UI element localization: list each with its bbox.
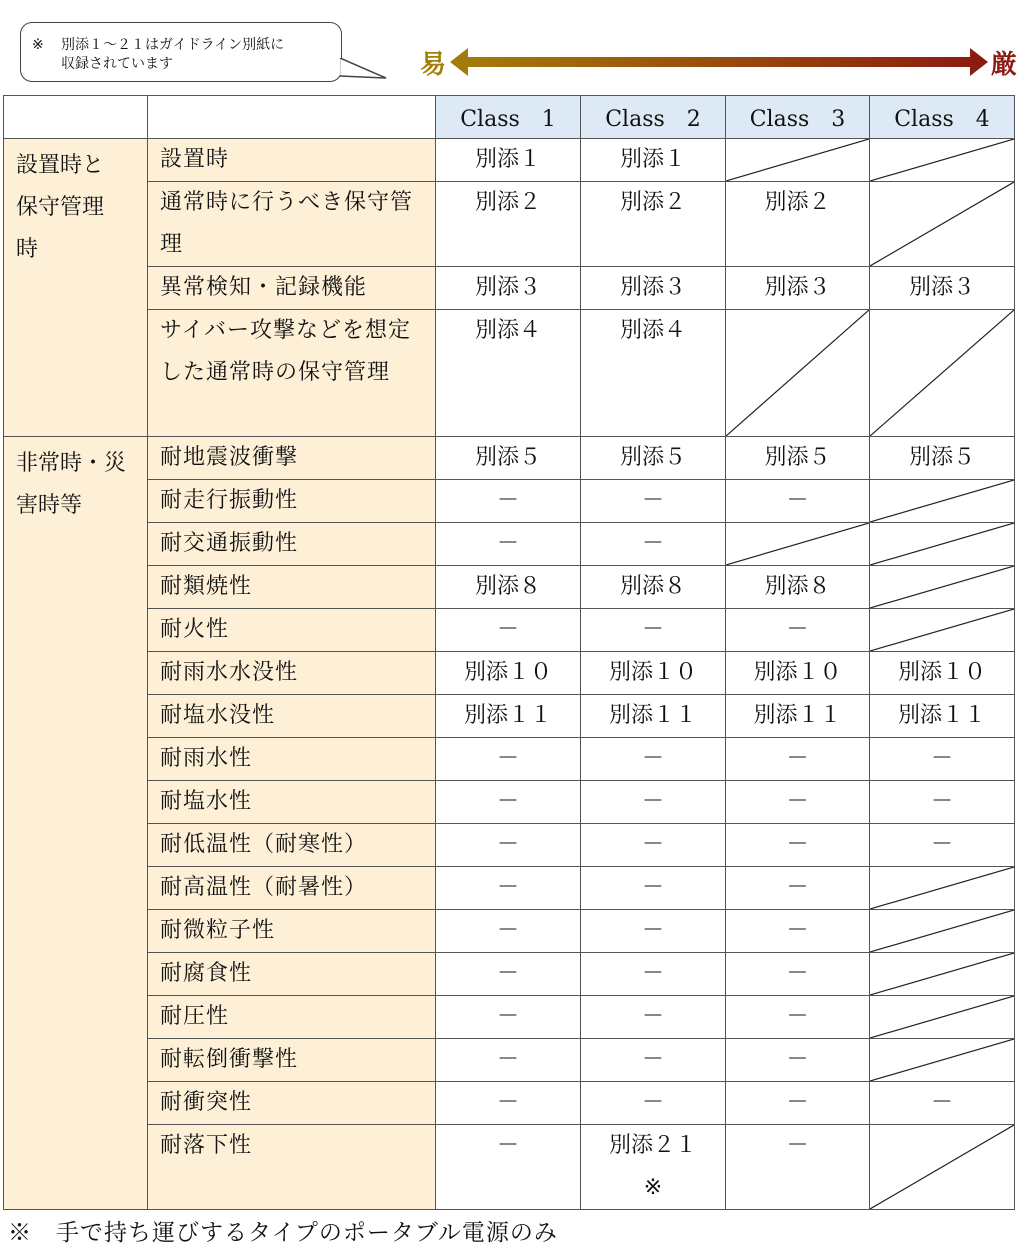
cell-value: － bbox=[496, 832, 519, 857]
value-cell bbox=[581, 182, 726, 267]
item-cell: 耐地震波衝撃 bbox=[148, 437, 436, 480]
cell-value: － bbox=[496, 488, 519, 513]
value-cell bbox=[726, 267, 870, 310]
cell-value: － bbox=[496, 875, 519, 900]
value-cell bbox=[726, 695, 870, 738]
diagonal-slash bbox=[870, 609, 1014, 651]
cell-value: － bbox=[786, 1047, 809, 1072]
not-applicable-cell bbox=[726, 310, 870, 437]
difficulty-arrow bbox=[450, 42, 990, 82]
cell-value: 別添１ bbox=[474, 147, 541, 172]
value-cell bbox=[726, 953, 870, 996]
diagonal-slash bbox=[870, 310, 1014, 436]
arrow-easy-label: 易 bbox=[420, 50, 447, 80]
cell-value: － bbox=[496, 918, 519, 943]
cell-value: － bbox=[786, 746, 809, 771]
cell-value: 別添８ bbox=[474, 574, 541, 599]
not-applicable-cell bbox=[870, 953, 1015, 996]
header-blank bbox=[4, 96, 148, 139]
value-cell bbox=[436, 310, 581, 437]
value-cell bbox=[581, 437, 726, 480]
item-cell: 耐高温性（耐暑性） bbox=[148, 867, 436, 910]
value-cell bbox=[726, 609, 870, 652]
cell-value: － bbox=[641, 617, 664, 642]
cell-value: 別添１０ bbox=[897, 660, 986, 685]
value-cell bbox=[436, 267, 581, 310]
value-cell bbox=[436, 867, 581, 910]
value-cell bbox=[726, 566, 870, 609]
value-cell bbox=[581, 953, 726, 996]
value-cell bbox=[726, 738, 870, 781]
cell-value: － bbox=[786, 875, 809, 900]
cell-value: 別添２ bbox=[764, 190, 831, 215]
value-cell bbox=[436, 609, 581, 652]
diagonal-slash bbox=[870, 1125, 1014, 1209]
cell-value: 別添３ bbox=[474, 275, 541, 300]
item-cell: 耐腐食性 bbox=[148, 953, 436, 996]
cell-value: － bbox=[496, 961, 519, 986]
value-cell bbox=[581, 267, 726, 310]
value-cell bbox=[581, 910, 726, 953]
not-applicable-cell bbox=[870, 523, 1015, 566]
cell-value: － bbox=[641, 1047, 664, 1072]
table-row bbox=[4, 182, 1015, 267]
value-cell bbox=[436, 652, 581, 695]
item-cell: 耐走行振動性 bbox=[148, 480, 436, 523]
item-cell: 耐落下性 bbox=[148, 1125, 436, 1210]
value-cell bbox=[581, 695, 726, 738]
not-applicable-cell bbox=[726, 139, 870, 182]
not-applicable-cell bbox=[726, 523, 870, 566]
value-cell bbox=[726, 910, 870, 953]
item-cell: 耐雨水水没性 bbox=[148, 652, 436, 695]
cell-value: － bbox=[641, 789, 664, 814]
not-applicable-cell bbox=[870, 1039, 1015, 1082]
value-cell bbox=[436, 1125, 581, 1210]
cell-value: － bbox=[930, 746, 953, 771]
cell-value: 別添１１ bbox=[463, 703, 552, 728]
value-cell bbox=[870, 267, 1015, 310]
value-cell bbox=[581, 1125, 726, 1210]
diagonal-slash bbox=[870, 566, 1014, 608]
value-cell bbox=[581, 652, 726, 695]
cell-value: － bbox=[496, 1004, 519, 1029]
cell-value: 別添５ bbox=[474, 445, 541, 470]
value-cell bbox=[726, 652, 870, 695]
cell-value: － bbox=[496, 531, 519, 556]
value-cell bbox=[436, 953, 581, 996]
table-row bbox=[4, 996, 1015, 1039]
not-applicable-cell bbox=[870, 1125, 1015, 1210]
table-row bbox=[4, 437, 1015, 480]
table-row bbox=[4, 310, 1015, 437]
cell-value: － bbox=[930, 1090, 953, 1115]
value-cell bbox=[870, 1082, 1015, 1125]
table-row bbox=[4, 1082, 1015, 1125]
table-row bbox=[4, 953, 1015, 996]
cell-value: － bbox=[641, 961, 664, 986]
header-class-1: Class 1 bbox=[436, 96, 581, 139]
cell-value: － bbox=[641, 1004, 664, 1029]
value-cell bbox=[726, 437, 870, 480]
cell-value: 別添４ bbox=[619, 318, 686, 343]
header-class-3: Class 3 bbox=[726, 96, 870, 139]
cell-value: 別添１１ bbox=[608, 703, 697, 728]
cell-value: 別添１０ bbox=[463, 660, 552, 685]
value-cell bbox=[436, 1082, 581, 1125]
not-applicable-cell bbox=[870, 566, 1015, 609]
value-cell bbox=[581, 566, 726, 609]
value-cell bbox=[726, 1125, 870, 1210]
diagonal-slash bbox=[870, 867, 1014, 909]
table-row bbox=[4, 867, 1015, 910]
value-cell bbox=[726, 781, 870, 824]
not-applicable-cell bbox=[870, 996, 1015, 1039]
value-cell bbox=[726, 182, 870, 267]
item-cell: 耐交通振動性 bbox=[148, 523, 436, 566]
value-cell bbox=[726, 996, 870, 1039]
value-cell bbox=[726, 824, 870, 867]
cell-value: － bbox=[786, 918, 809, 943]
value-cell bbox=[436, 910, 581, 953]
header-blank bbox=[148, 96, 436, 139]
footnote: ※ 手で持ち運びするタイプのポータブル電源のみ bbox=[8, 1220, 558, 1246]
value-cell bbox=[436, 695, 581, 738]
callout-line-2: 収録されています bbox=[61, 56, 173, 72]
cell-value: － bbox=[641, 488, 664, 513]
table-row bbox=[4, 695, 1015, 738]
value-cell bbox=[581, 609, 726, 652]
cell-value: － bbox=[496, 1133, 519, 1158]
value-cell bbox=[581, 738, 726, 781]
category-cell: 設置時と保守管理時 bbox=[4, 139, 148, 437]
cell-value: － bbox=[930, 832, 953, 857]
table-row bbox=[4, 738, 1015, 781]
value-cell bbox=[436, 566, 581, 609]
table-row bbox=[4, 609, 1015, 652]
value-cell bbox=[581, 139, 726, 182]
value-cell bbox=[436, 523, 581, 566]
cell-value: 別添８ bbox=[764, 574, 831, 599]
table-row bbox=[4, 523, 1015, 566]
not-applicable-cell bbox=[870, 480, 1015, 523]
arrow-strict-label: 厳 bbox=[991, 50, 1018, 80]
value-cell bbox=[436, 996, 581, 1039]
diagonal-slash bbox=[870, 996, 1014, 1038]
not-applicable-cell bbox=[870, 867, 1015, 910]
item-cell: 耐低温性（耐寒性） bbox=[148, 824, 436, 867]
callout-line-1: 別添１～２１はガイドライン別紙に bbox=[61, 37, 285, 53]
value-cell bbox=[581, 523, 726, 566]
value-cell bbox=[581, 1082, 726, 1125]
cell-value: － bbox=[641, 832, 664, 857]
not-applicable-cell bbox=[870, 139, 1015, 182]
item-cell: 異常検知・記録機能 bbox=[148, 267, 436, 310]
note-mark: ※ bbox=[643, 1175, 663, 1200]
cell-value: 別添１１ bbox=[753, 703, 842, 728]
diagonal-slash bbox=[726, 139, 869, 181]
cell-value: － bbox=[496, 1047, 519, 1072]
value-cell bbox=[870, 738, 1015, 781]
table-row bbox=[4, 652, 1015, 695]
cell-value: － bbox=[496, 617, 519, 642]
not-applicable-cell bbox=[870, 310, 1015, 437]
value-cell bbox=[581, 310, 726, 437]
value-cell bbox=[436, 182, 581, 267]
cell-value: － bbox=[641, 875, 664, 900]
item-cell: 耐転倒衝撃性 bbox=[148, 1039, 436, 1082]
table-row bbox=[4, 1039, 1015, 1082]
item-cell: 耐塩水性 bbox=[148, 781, 436, 824]
value-cell bbox=[436, 1039, 581, 1082]
value-cell bbox=[581, 824, 726, 867]
value-cell bbox=[726, 1039, 870, 1082]
diagonal-slash bbox=[726, 310, 869, 436]
cell-value: 別添１０ bbox=[753, 660, 842, 685]
item-cell: 設置時 bbox=[148, 139, 436, 182]
cell-value: － bbox=[786, 1133, 809, 1158]
cell-value: 別添３ bbox=[619, 275, 686, 300]
callout-mark: ※ bbox=[32, 37, 44, 53]
cell-value: 別添５ bbox=[764, 445, 831, 470]
cell-value: 別添５ bbox=[619, 445, 686, 470]
value-cell bbox=[436, 480, 581, 523]
cell-value: － bbox=[786, 961, 809, 986]
item-cell: 耐塩水没性 bbox=[148, 695, 436, 738]
cell-value: － bbox=[786, 789, 809, 814]
cell-value: 別添１０ bbox=[608, 660, 697, 685]
value-cell bbox=[436, 738, 581, 781]
callout-tail bbox=[340, 58, 390, 82]
cell-value: 別添８ bbox=[619, 574, 686, 599]
value-cell bbox=[436, 824, 581, 867]
cell-value: － bbox=[786, 1004, 809, 1029]
table-row bbox=[4, 139, 1015, 182]
cell-value: － bbox=[496, 789, 519, 814]
value-cell bbox=[870, 824, 1015, 867]
cell-value: － bbox=[641, 531, 664, 556]
item-cell: 耐火性 bbox=[148, 609, 436, 652]
value-cell bbox=[581, 781, 726, 824]
value-cell bbox=[726, 867, 870, 910]
cell-value: 別添３ bbox=[764, 275, 831, 300]
header-class-2: Class 2 bbox=[581, 96, 726, 139]
value-cell bbox=[581, 480, 726, 523]
diagonal-slash bbox=[870, 1039, 1014, 1081]
table-row bbox=[4, 566, 1015, 609]
table-row bbox=[4, 1125, 1015, 1210]
diagonal-slash bbox=[870, 139, 1014, 181]
class-requirements-table bbox=[3, 95, 1015, 1210]
cell-value: － bbox=[641, 918, 664, 943]
cell-value: － bbox=[641, 746, 664, 771]
cell-value: － bbox=[786, 617, 809, 642]
diagonal-slash bbox=[726, 523, 869, 565]
cell-value: 別添１ bbox=[619, 147, 686, 172]
diagonal-slash bbox=[870, 182, 1014, 266]
cell-value: 別添５ bbox=[908, 445, 975, 470]
diagonal-slash bbox=[870, 523, 1014, 565]
item-cell: サイバー攻撃などを想定した通常時の保守管理 bbox=[148, 310, 436, 437]
table-row bbox=[4, 824, 1015, 867]
cell-value: 別添３ bbox=[908, 275, 975, 300]
header-row bbox=[4, 96, 1015, 139]
item-cell: 耐圧性 bbox=[148, 996, 436, 1039]
value-cell bbox=[581, 867, 726, 910]
cell-value: － bbox=[496, 746, 519, 771]
value-cell bbox=[870, 652, 1015, 695]
cell-value: 別添４ bbox=[474, 318, 541, 343]
cell-value: － bbox=[641, 1090, 664, 1115]
table-row bbox=[4, 480, 1015, 523]
diagonal-slash bbox=[870, 480, 1014, 522]
value-cell bbox=[870, 437, 1015, 480]
header-class-4: Class 4 bbox=[870, 96, 1015, 139]
cell-value: － bbox=[786, 1090, 809, 1115]
not-applicable-cell bbox=[870, 609, 1015, 652]
cell-value: 別添１１ bbox=[897, 703, 986, 728]
value-cell bbox=[436, 139, 581, 182]
cell-value: － bbox=[786, 832, 809, 857]
item-cell: 耐衝突性 bbox=[148, 1082, 436, 1125]
cell-value: － bbox=[786, 488, 809, 513]
item-cell: 耐雨水性 bbox=[148, 738, 436, 781]
cell-value: － bbox=[930, 789, 953, 814]
value-cell bbox=[870, 695, 1015, 738]
not-applicable-cell bbox=[870, 182, 1015, 267]
value-cell bbox=[436, 781, 581, 824]
value-cell bbox=[581, 1039, 726, 1082]
diagonal-slash bbox=[870, 910, 1014, 952]
item-cell: 耐微粒子性 bbox=[148, 910, 436, 953]
cell-value: 別添２ bbox=[619, 190, 686, 215]
value-cell bbox=[581, 996, 726, 1039]
value-cell bbox=[726, 1082, 870, 1125]
value-cell bbox=[726, 480, 870, 523]
diagonal-slash bbox=[870, 953, 1014, 995]
value-cell bbox=[870, 781, 1015, 824]
table-row bbox=[4, 781, 1015, 824]
item-cell: 耐類焼性 bbox=[148, 566, 436, 609]
cell-value: 別添２１ bbox=[608, 1133, 697, 1158]
callout-note bbox=[20, 22, 342, 82]
cell-value: － bbox=[496, 1090, 519, 1115]
table-row bbox=[4, 267, 1015, 310]
value-cell bbox=[436, 437, 581, 480]
table-row bbox=[4, 910, 1015, 953]
item-cell: 通常時に行うべき保守管理 bbox=[148, 182, 436, 267]
category-cell: 非常時・災害時等 bbox=[4, 437, 148, 1210]
cell-value: 別添２ bbox=[474, 190, 541, 215]
not-applicable-cell bbox=[870, 910, 1015, 953]
